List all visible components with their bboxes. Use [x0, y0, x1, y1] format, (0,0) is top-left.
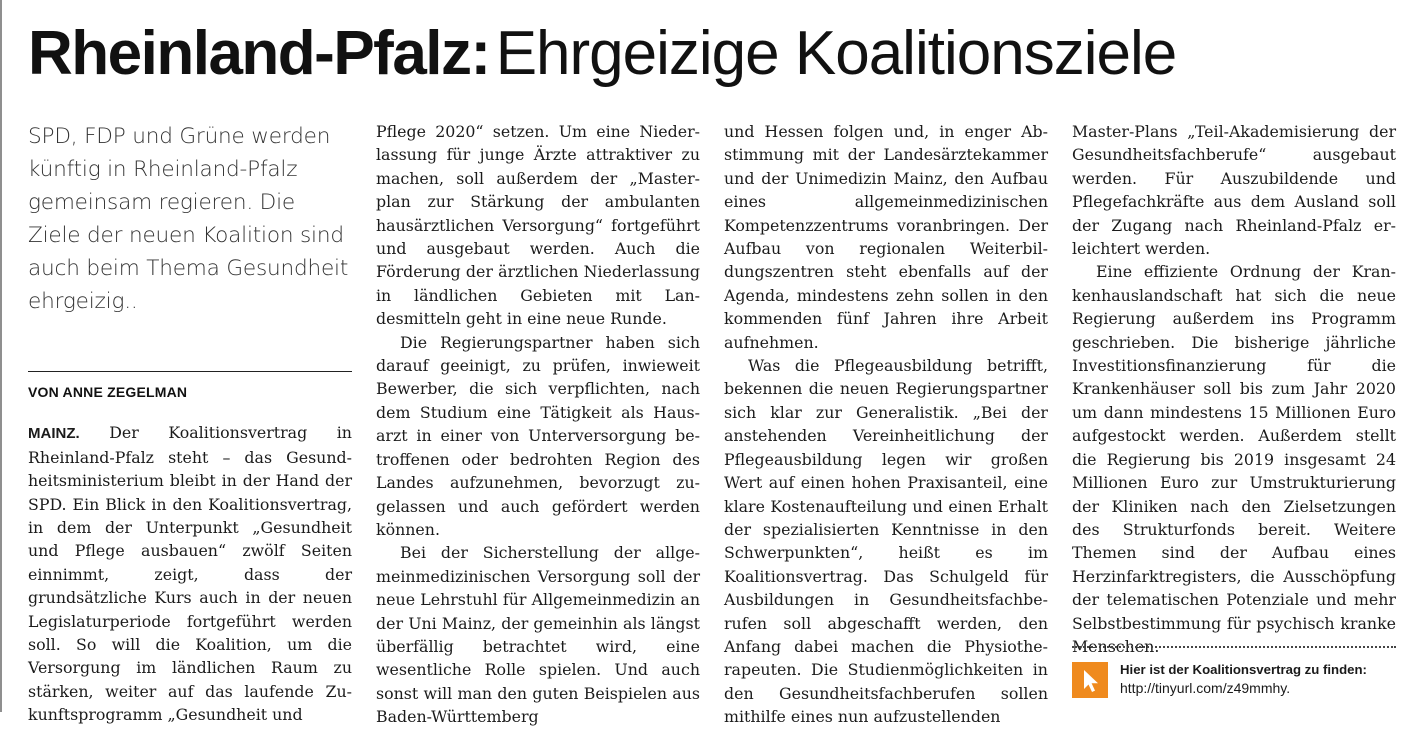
body-text-c1: Der Koalitionsvertrag in Rheinland-Pfalz steht – das Gesundheitsministerium bleibt in der Hand der SPD. Ein Blick in den Koalitionsvertrag, in dem der Unterpunkt „Gesundheit und Pflege ausbauen“ zwölf Seiten einnimmt, zeigt, dass der grundsätzliche Kurs auch in der neuen Legislaturperiode fortgeführt werden soll. So will die Koalition, um die Versorgung im ländlichen Raum zu stärken, weiter auf das laufende Zukunftsprogramm „Gesundheit und: [28, 423, 352, 725]
coalition-agreement-link[interactable]: http://tinyurl.com/z49mmhy.: [1120, 680, 1291, 696]
column-1: [28, 120, 352, 727]
body-paragraph-3-cont: und Hessen folgen und, in enger Abstimmung mit der Landesärztekammer und der Unimedizin Mainz, den Aufbau eines allgemeinmedizinischen Kompetenzzentrums voranbringen. Der Aufbau von regionalen Weiterbildungszentren steht ebenfalls auf der Agenda, mindestens zehn sollen in den kommenden fünf Jahren ihre Arbeit aufnehmen.: [724, 122, 1048, 352]
column-4: [1072, 120, 1396, 658]
article-headline: [28, 16, 1408, 92]
infobox: [1072, 658, 1402, 702]
infobox-divider: [1072, 646, 1396, 648]
body-paragraph-4-cont: Master-Plans „Teil-Akademisierung der Gesundheitsfachberufe“ ausgebaut werden. Für Auszubildende und Pflegefachkräfte aus dem Ausland soll der Zugang nach Rheinland-Pfalz erleichtert werden.: [1072, 122, 1396, 259]
author-divider: [28, 371, 352, 372]
body-paragraph-1-cont: Pflege 2020“ setzen. Um eine Niederlassung für junge Ärzte attraktiver zu machen, soll außerdem der „Masterplan zur Stärkung der ambulanten hausärztlichen Versorgung“ fortgeführt und ausgebaut werden. Auch die Förderung der ärztlichen Niederlassung in ländlichen Gebieten mit Landesmitteln geht in eine neue Runde.: [376, 122, 700, 329]
body-paragraph-2: Die Regierungspartner haben sich darauf geeinigt, zu prüfen, inwieweit Bewerber, die sich verpflichten, nach dem Studium eine Tätigkeit als Hausarzt in einer von Unterversorgung betroffenen oder bedrohten Region des Landes aufzunehmen, bevorzugt zugelassen und auch gefördert werden können.: [376, 332, 700, 539]
left-border-rule: [0, 0, 2, 712]
body-paragraph-1: [28, 421, 352, 726]
body-paragraph-5: Eine effiziente Ordnung der Krankenhauslandschaft hat sich die neue Regierung außerdem ins Programm geschrieben. Die bisherige jährliche Investitionsfinanzierung für die Krankenhäuser soll bis zum Jahr 2020 um dann mindestens 15 Millionen Euro aufgestockt werden. Außerdem stellt die Regierung bis 2019 insgesamt 24 Millionen Euro zur Umstrukturierung der Kliniken nach den Zielsetzungen des Strukturfonds bereit. Weitere Themen sind der Aufbau eines Herzinfarktregisters, die Ausschöpfung der telematischen Potenziale und mehr Selbstbestimmung für psychisch kranke Menschen.: [1072, 262, 1396, 656]
column-2: [376, 120, 700, 729]
column-3: [724, 120, 1048, 729]
headline-bold: Rheinland-Pfalz:: [28, 19, 490, 88]
dateline: MAINZ.: [28, 425, 80, 443]
lead-paragraph: SPD, FDP und Grüne werden künftig in Rheinland-Pfalz gemeinsam regieren. Die Ziele der neuen Koalition sind auch beim Thema Gesundheit ehrgeizig..: [28, 124, 349, 314]
author-byline: VON ANNE ZEGELMAN: [28, 384, 188, 400]
body-paragraph-3: Bei der Sicherstellung der allgemeinmedizinischen Versorgung soll der neue Lehrstuhl für Allgemeinmedizin an der Uni Mainz, der gemeinhin als längst überfällig betrachtet wird, eine wesentliche Rolle spielen. Und auch sonst will man den guten Beispielen aus Baden-Württemberg: [376, 543, 700, 727]
body-paragraph-4: Was die Pflegeausbildung betrifft, bekennen die neuen Regierungspartner sich klar zur Generalistik. „Bei der anstehenden Vereinheitlichung der Pflegeausbildung legen wir großen Wert auf einen hohen Praxisanteil, eine klare Kostenaufteilung und einen Erhalt der spezialisierten Kenntnisse in den Schwerpunkten“, heißt es im Koalitionsvertrag. Das Schulgeld für Ausbildungen in Gesundheitsfachberufen soll abgeschafft werden, den Anfang dabei machen die Physiotherapeuten. Die Studienmöglichkeiten in den Gesundheitsfachberufen sollen mithilfe eines nun aufzustellenden: [724, 356, 1048, 727]
arrow-icon: [1072, 662, 1108, 698]
infobox-title: Hier ist der Koalitionsvertrag zu finden:: [1120, 662, 1367, 677]
headline-light: Ehrgeizige Koalitionsziele: [495, 19, 1177, 88]
